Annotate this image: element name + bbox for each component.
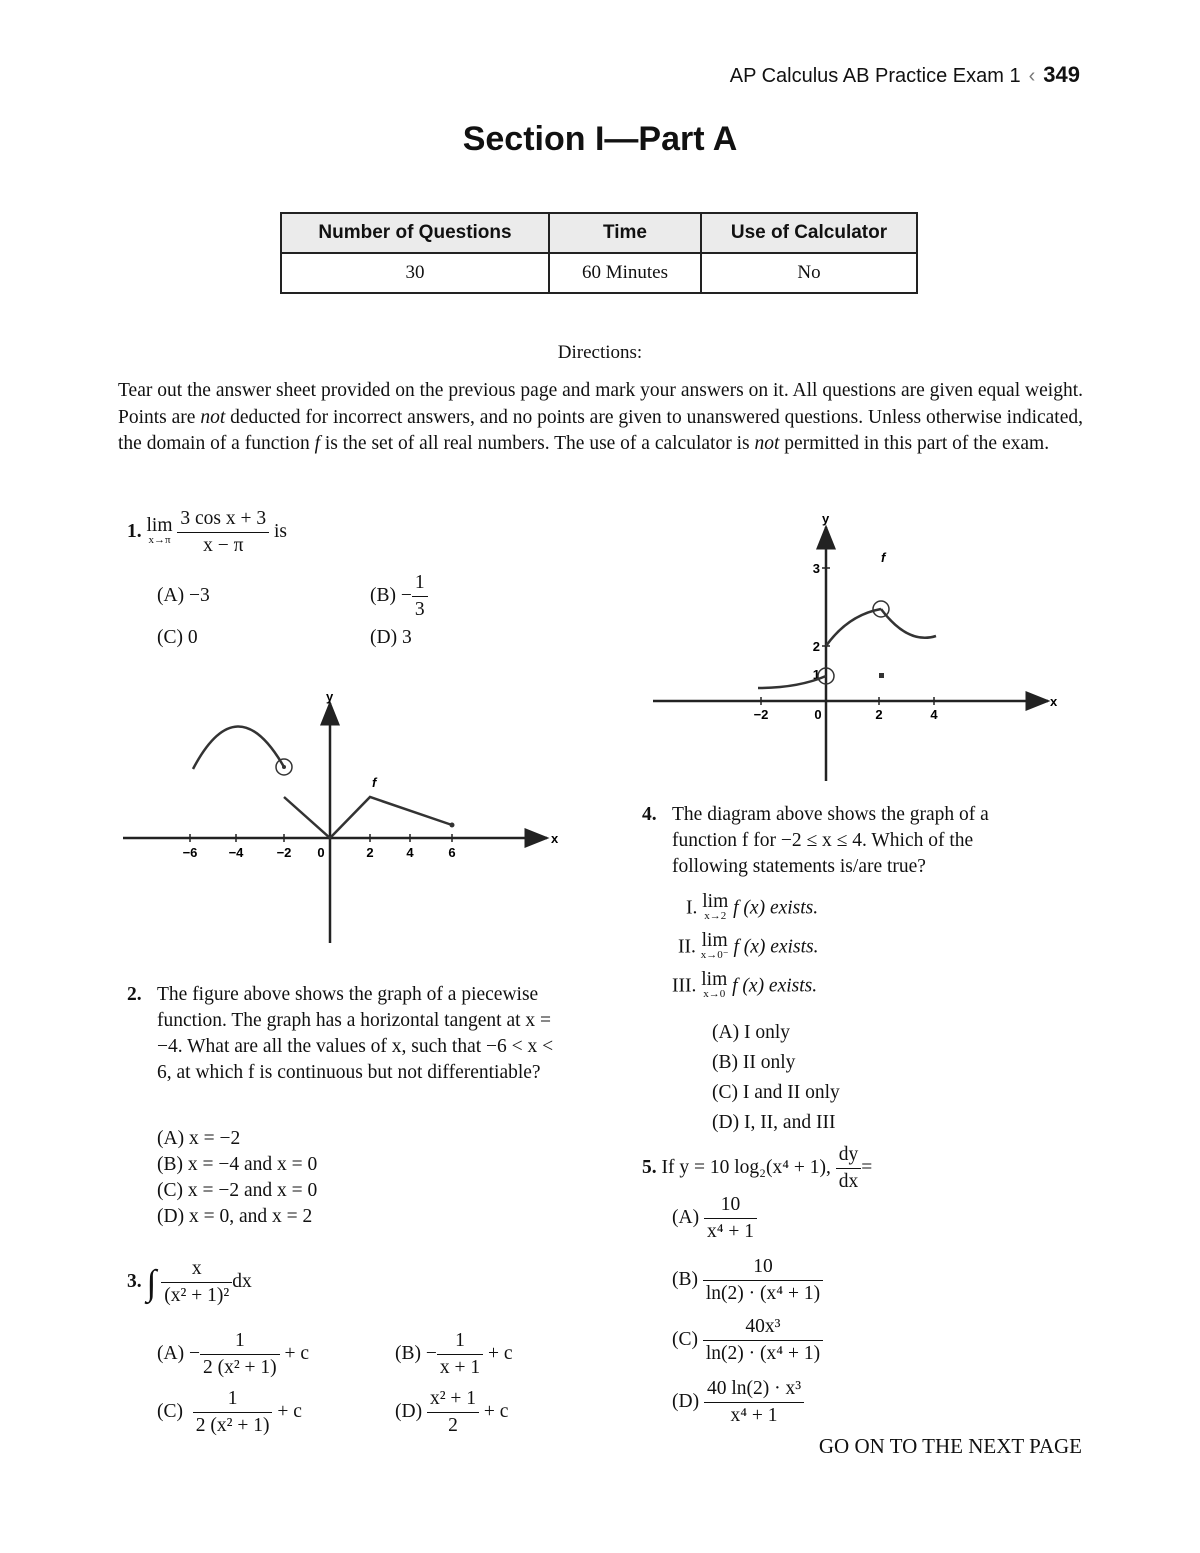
denominator: x + 1 xyxy=(439,1357,481,1378)
choice-label: (B) xyxy=(395,1342,421,1364)
choice-label: (B) − xyxy=(370,584,412,606)
question-number-4 xyxy=(642,802,657,828)
numerator: x xyxy=(161,1256,232,1283)
lim-text: lim xyxy=(146,514,173,536)
sign: − xyxy=(188,1342,200,1364)
answer-choice-a xyxy=(157,1328,309,1381)
question-number: 1. xyxy=(127,520,142,542)
curve-rise xyxy=(826,609,881,646)
numerator: 10 xyxy=(704,1192,757,1219)
numerator: 1 xyxy=(412,570,428,597)
fraction xyxy=(704,1192,757,1245)
lim-text: lim xyxy=(701,930,728,951)
table-cell: 60 Minutes xyxy=(549,253,701,293)
lim-text: lim xyxy=(702,891,729,912)
answer-choice-d xyxy=(672,1376,804,1429)
answer-choice-b xyxy=(370,570,428,623)
curve-arc xyxy=(193,726,284,769)
integral-sign: ∫ xyxy=(146,1262,157,1303)
question-2-text: The figure above shows the graph of a piecewise function. The graph has a horizontal tangent at x = −4. What are all the values of x, such that −6 < x < 6, at which f is continuous but not differentiable? xyxy=(157,984,554,1083)
denominator: 3 xyxy=(414,599,425,620)
directions-emphasis: not xyxy=(754,433,780,454)
x-axis-label: x xyxy=(551,831,559,846)
x-tick-label: −4 xyxy=(228,845,244,860)
isolated-point xyxy=(879,673,884,678)
question-4-text: The diagram above shows the graph of a function f for −2 ≤ x ≤ 4. Which of the following statements is/are true? xyxy=(672,804,989,877)
statement-text: f (x) exists. xyxy=(733,897,819,919)
stem-text: If y = 10 log₂(x⁴ + 1), xyxy=(661,1156,831,1178)
x-tick-label: 2 xyxy=(366,845,374,860)
limit-operator xyxy=(702,891,729,923)
x-tick-label: 2 xyxy=(875,707,883,722)
fraction xyxy=(193,1386,273,1439)
directions-text xyxy=(118,378,1083,458)
equals: = xyxy=(861,1156,873,1178)
fraction xyxy=(704,1376,804,1429)
denominator: x⁴ + 1 xyxy=(706,1221,754,1242)
constant-term: + c xyxy=(277,1400,302,1422)
directions-part: permitted in this part of the exam. xyxy=(779,433,1050,454)
fraction xyxy=(200,1328,280,1381)
fraction xyxy=(427,1386,479,1439)
limit-operator xyxy=(700,930,729,962)
answer-choice-d: (D) I, II, and III xyxy=(712,1112,836,1133)
y-tick-label: 3 xyxy=(812,561,820,576)
answer-choice-c xyxy=(672,1314,823,1367)
lim-text: lim xyxy=(701,969,728,990)
constant-term: + c xyxy=(483,1400,509,1422)
denominator: 2 (x² + 1) xyxy=(202,1357,277,1378)
answer-choice-b xyxy=(395,1328,513,1381)
table-header-cell: Time xyxy=(549,213,701,253)
choice-label: (D) xyxy=(395,1400,423,1422)
numerator: dy xyxy=(836,1142,862,1169)
sign: − xyxy=(425,1342,437,1364)
numerator: 40x³ xyxy=(703,1314,823,1341)
table-header-cell: Number of Questions xyxy=(281,213,549,253)
choice-label: (C) xyxy=(157,1400,183,1422)
choice-label: (C) xyxy=(672,1328,698,1350)
denominator: 2 (x² + 1) xyxy=(195,1415,270,1436)
table-cell: No xyxy=(701,253,917,293)
answer-choice-c: (C) I and II only xyxy=(712,1082,840,1103)
numerator: 1 xyxy=(437,1328,483,1355)
fraction xyxy=(836,1142,862,1195)
x-tick-label: −2 xyxy=(276,845,292,860)
x-tick-label: −2 xyxy=(753,707,769,722)
running-header xyxy=(730,62,1080,88)
statement-1 xyxy=(686,891,819,923)
differential: dx xyxy=(232,1270,252,1292)
answer-choice-c: (C) 0 xyxy=(157,627,198,648)
numerator: 40 ln(2) · x³ xyxy=(704,1376,804,1403)
statement-text: f (x) exists. xyxy=(732,975,818,997)
x-tick-label: 4 xyxy=(930,707,938,722)
question-number: 3. xyxy=(127,1270,142,1292)
y-tick-label: 2 xyxy=(812,639,820,654)
answer-choice-a: (A) I only xyxy=(712,1022,790,1043)
y-axis-label: y xyxy=(822,511,830,526)
lim-subscript: x→0⁻ xyxy=(700,949,729,961)
q2-graph xyxy=(115,685,565,950)
page-number: 349 xyxy=(1043,62,1080,87)
fraction xyxy=(437,1328,483,1381)
answer-choice-b: (B) II only xyxy=(712,1052,796,1073)
numerator: x² + 1 xyxy=(427,1386,479,1413)
denominator: x⁴ + 1 xyxy=(730,1405,778,1426)
statement-text: f (x) exists. xyxy=(733,936,819,958)
answer-choice-c: (C) x = −2 and x = 0 xyxy=(157,1180,318,1201)
lim-subscript: x→2 xyxy=(704,910,727,922)
section-title: Section I—Part A xyxy=(462,120,738,158)
piecewise-lines xyxy=(284,797,452,838)
choice-label: (D) xyxy=(672,1390,700,1412)
numerator: 1 xyxy=(200,1328,280,1355)
table-cell: 30 xyxy=(281,253,549,293)
choice-label: (A) xyxy=(157,1342,185,1364)
answer-choice-a: (A) −3 xyxy=(157,585,210,606)
x-tick-label: 0 xyxy=(317,845,325,860)
x-tick-label: −6 xyxy=(182,845,198,860)
point-dot xyxy=(282,765,286,769)
constant-term: + c xyxy=(488,1342,513,1364)
lim-subscript: x→0 xyxy=(703,988,726,1000)
directions-part: deducted for incorrect answers, and no points are given to unanswered questions. Unless otherwise indicated, the domain of a function xyxy=(118,406,1084,454)
directions-var: f xyxy=(314,433,320,454)
directions-part: Tear out the answer sheet provided on the previous page and mark your answers on it. All questions are given equal weight. Points are xyxy=(118,380,1083,428)
x-tick-label: 0 xyxy=(814,707,822,722)
constant-term: + c xyxy=(284,1342,310,1364)
denominator: (x² + 1)² xyxy=(164,1285,230,1306)
numerator: 3 cos x + 3 xyxy=(177,506,269,533)
question-1-stem xyxy=(127,506,287,559)
answer-choice-b xyxy=(672,1254,823,1307)
directions-emphasis: not xyxy=(200,406,226,428)
x-tick-label: 6 xyxy=(448,845,456,860)
table-header-cell: Use of Calculator xyxy=(701,213,917,253)
table-row xyxy=(281,253,917,293)
question-number: 2. xyxy=(127,984,142,1005)
numerator: 10 xyxy=(703,1254,823,1281)
x-axis-label: x xyxy=(1050,694,1058,709)
answer-choice-a xyxy=(672,1192,757,1245)
denominator: dx xyxy=(838,1171,859,1192)
choice-label: (A) xyxy=(672,1206,700,1228)
next-page-footer: GO ON TO THE NEXT PAGE xyxy=(818,1434,1082,1458)
answer-choice-d xyxy=(395,1386,508,1439)
denominator: 2 xyxy=(448,1415,458,1436)
question-3-stem xyxy=(127,1256,252,1309)
statement-label: III. xyxy=(672,975,697,997)
curve-fall xyxy=(881,609,936,638)
fraction xyxy=(412,570,428,623)
question-number: 4. xyxy=(642,804,657,825)
answer-choice-c xyxy=(157,1386,302,1439)
statement-label: II. xyxy=(678,936,696,958)
limit-operator xyxy=(701,969,728,1001)
table-header-row xyxy=(281,213,917,253)
denominator: ln(2) · (x⁴ + 1) xyxy=(705,1343,821,1364)
end-point xyxy=(450,823,455,828)
fraction xyxy=(177,506,269,559)
answer-choice-d: (D) x = 0, and x = 2 xyxy=(157,1206,313,1227)
limit-operator xyxy=(146,514,173,547)
section-info-table xyxy=(280,212,918,294)
answer-choice-a: (A) x = −2 xyxy=(157,1128,241,1149)
question-number: 5. xyxy=(642,1156,657,1178)
denominator: ln(2) · (x⁴ + 1) xyxy=(705,1283,821,1304)
question-5-stem xyxy=(642,1142,872,1195)
fraction xyxy=(703,1314,823,1367)
answer-choice-d: (D) 3 xyxy=(370,627,412,648)
running-title: AP Calculus AB Practice Exam 1 xyxy=(729,65,1021,87)
stem-tail: is xyxy=(274,520,288,542)
statement-label: I. xyxy=(686,897,698,919)
numerator: 1 xyxy=(193,1386,273,1413)
denominator: x − π xyxy=(203,535,244,556)
function-label: f xyxy=(881,550,886,565)
q4-graph xyxy=(648,505,1068,785)
function-label: f xyxy=(372,775,377,790)
fraction xyxy=(161,1256,232,1309)
choice-label: (B) xyxy=(672,1268,698,1290)
answer-choice-b: (B) x = −4 and x = 0 xyxy=(157,1154,318,1175)
directions-part: is the set of all real numbers. The use of a calculator is xyxy=(320,433,755,454)
x-tick-label: 4 xyxy=(406,845,414,860)
lim-subscript: x→π xyxy=(148,533,171,546)
statement-2 xyxy=(678,930,819,962)
fraction xyxy=(703,1254,823,1307)
statement-3 xyxy=(672,969,818,1001)
y-tick-label: 1 xyxy=(812,667,820,682)
directions-title: Directions: xyxy=(557,342,643,363)
chevron-left-icon: ‹ xyxy=(1028,65,1036,87)
y-axis-label: y xyxy=(326,689,334,704)
